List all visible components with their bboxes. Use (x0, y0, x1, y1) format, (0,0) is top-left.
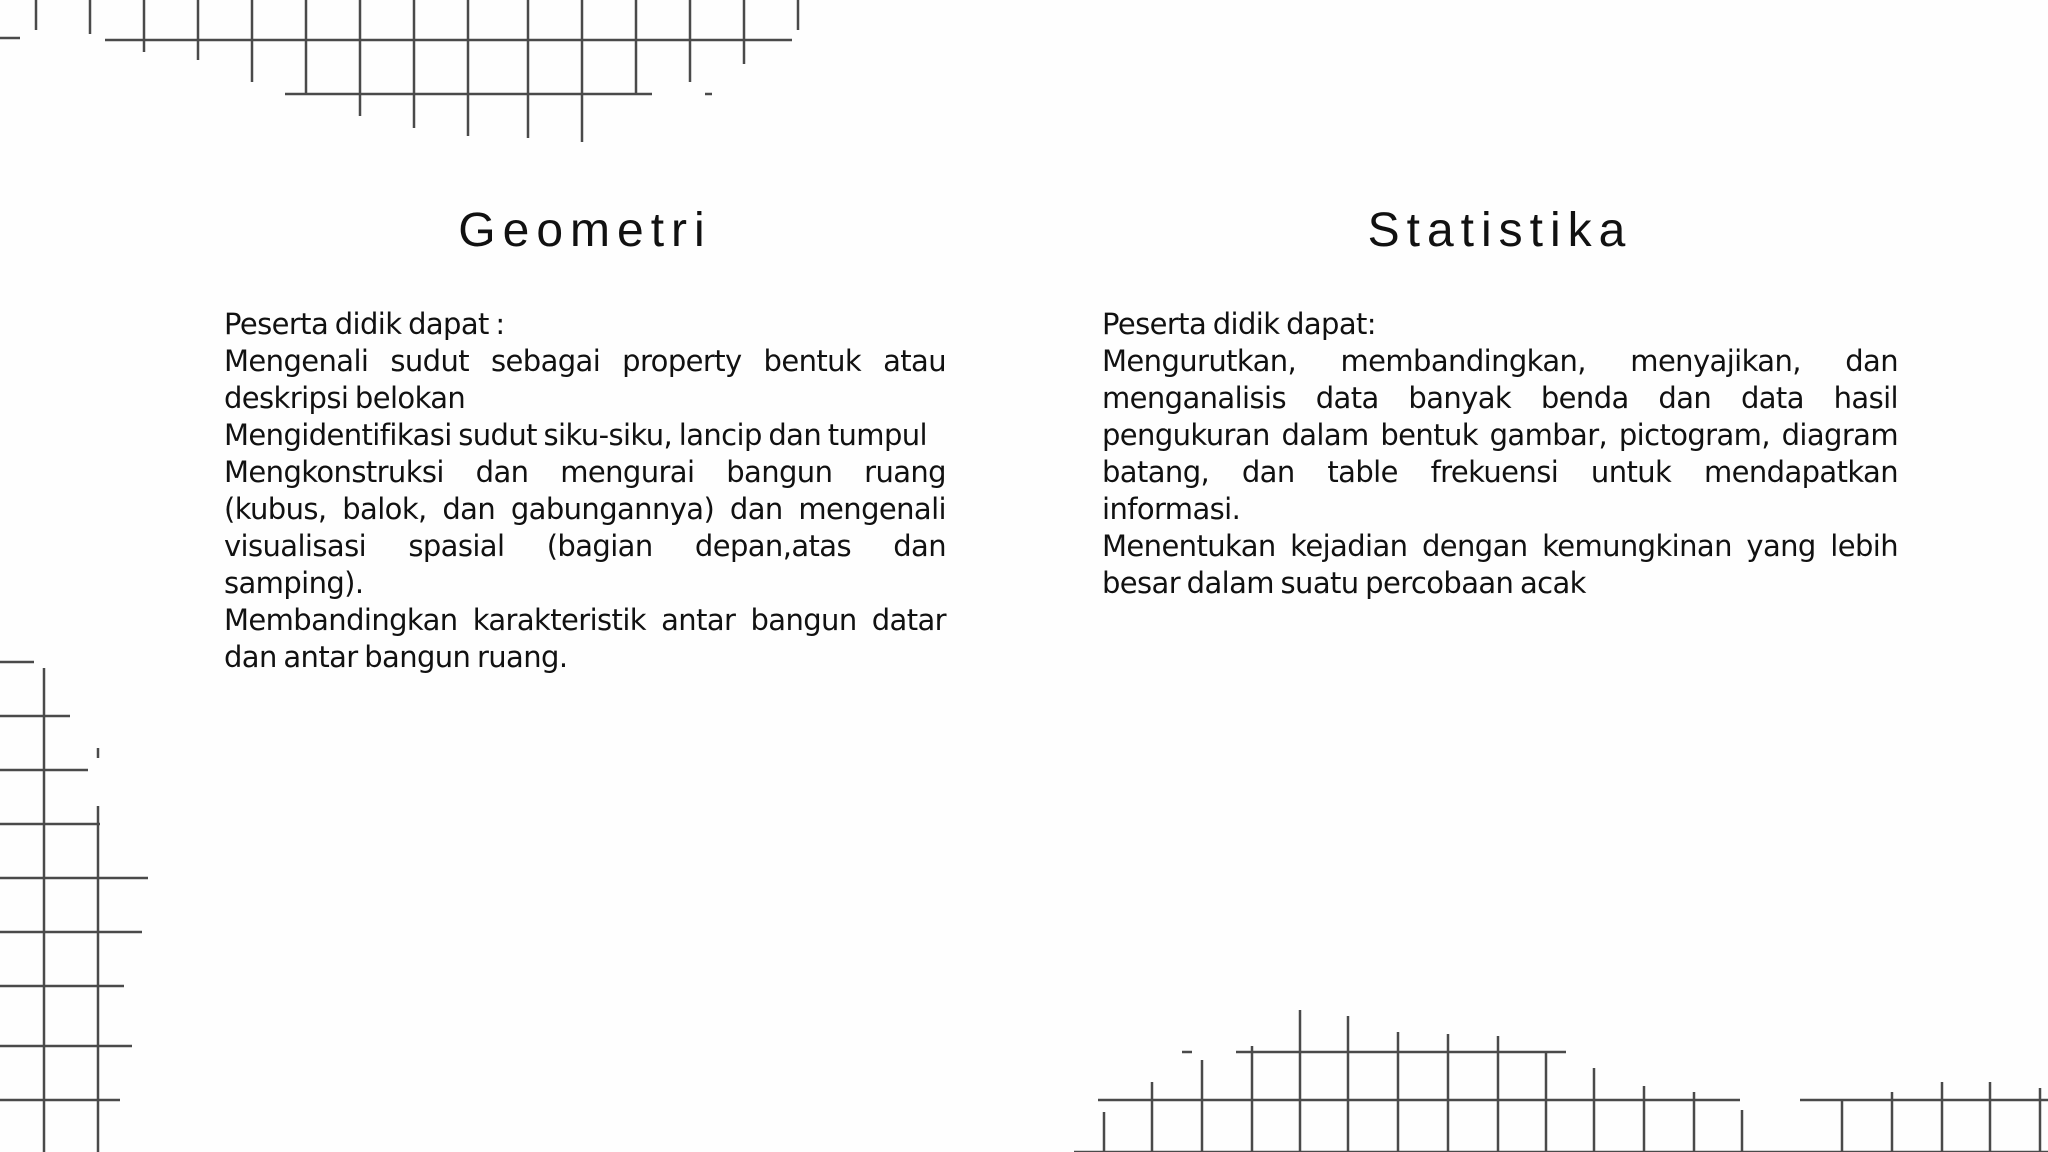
geometri-point: Membandingkan karakteristik antar bangun datar dan antar bangun ruang. (224, 603, 946, 674)
statistika-intro: Peserta didik dapat: (1102, 307, 1376, 341)
geometri-title: Geometri (458, 204, 712, 257)
grid-left-edge (0, 662, 148, 1152)
statistika-point: Mengurutkan, membandingkan, menyajikan, dan menganalisis data banyak benda dan data hasil pengukuran dalam bentuk gambar, pictogram, diagram batang, dan table frekuensi untuk mendapatkan informasi. (1102, 344, 1898, 526)
geometri-intro: Peserta didik dapat : (224, 307, 505, 341)
statistika-point: Menentukan kejadian dengan kemungkinan yang lebih besar dalam suatu percobaan acak (1102, 529, 1898, 600)
geometri-body (224, 306, 946, 676)
statistika-title: Statistika (1367, 204, 1633, 257)
geometri-point: Mengkonstruksi dan mengurai bangun ruang (kubus, balok, dan gabungannya) dan mengenali visualisasi spasial (bagian depan,atas dan samping). (224, 455, 946, 600)
statistika-body (1102, 306, 1898, 602)
grid-top-left (0, 0, 798, 142)
geometri-section (224, 200, 946, 676)
statistika-section (1102, 200, 1898, 602)
grid-bottom-right (1074, 1010, 2048, 1152)
geometri-point: Mengenali sudut sebagai property bentuk atau deskripsi belokan (224, 344, 946, 415)
geometri-point: Mengidentifikasi sudut siku-siku, lancip dan tumpul (224, 418, 927, 452)
